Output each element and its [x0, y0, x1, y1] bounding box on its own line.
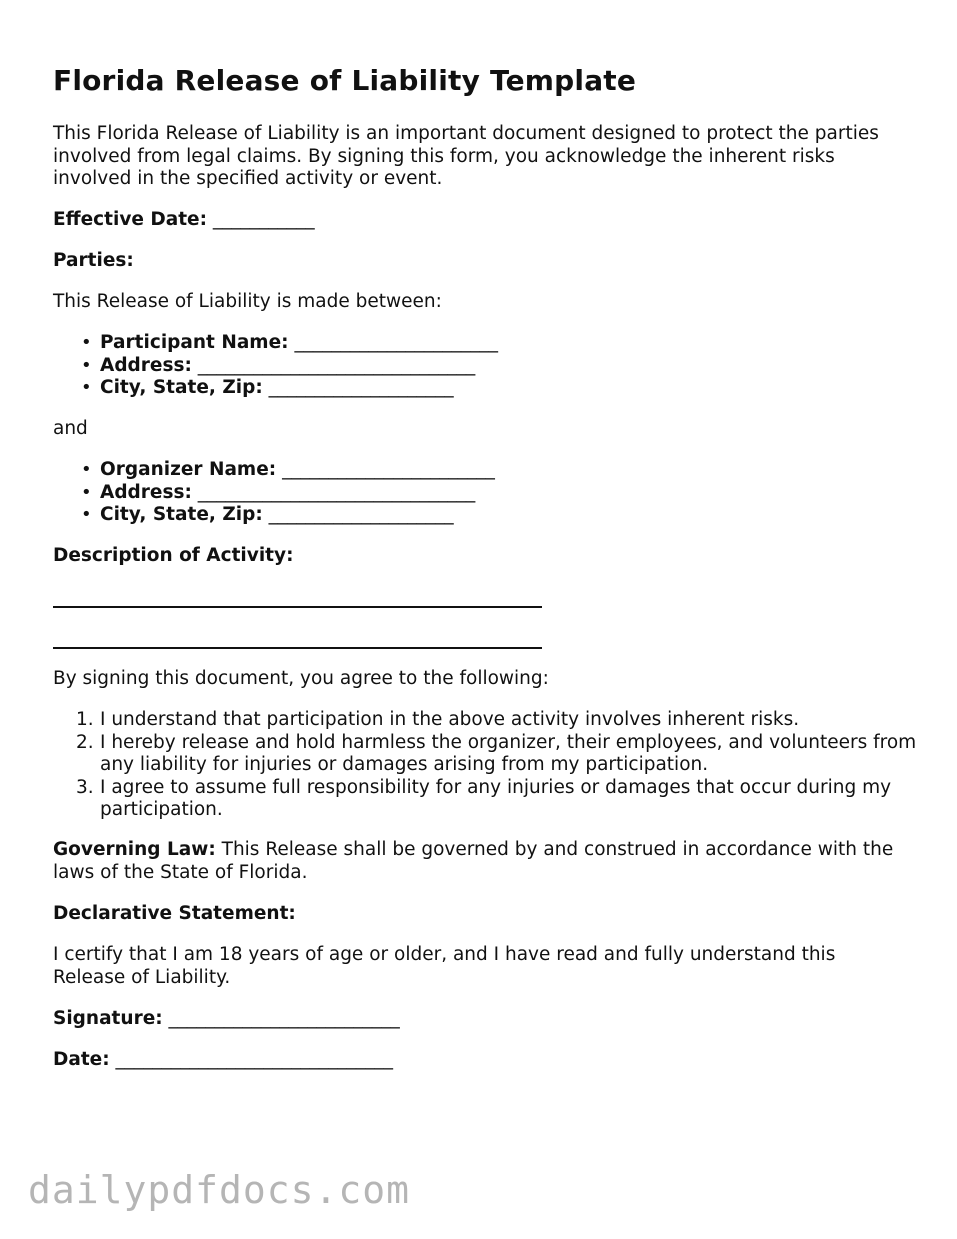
date-line	[53, 1049, 393, 1072]
participant-name-label: Participant Name:	[100, 332, 289, 353]
effective-date-label: Effective Date:	[53, 209, 207, 230]
agreement-text: I hereby release and hold harmless the organizer, their employees, and volunteers from any liability for injuries or damages arising from my participation.	[100, 731, 917, 775]
effective-date-line	[53, 209, 315, 232]
parties-heading: Parties:	[53, 250, 134, 271]
bullet-icon: •	[81, 481, 92, 503]
signature-blank: _________________________	[168, 1008, 400, 1029]
agreement-item-2	[76, 731, 920, 777]
agreement-number: 3.	[76, 776, 94, 798]
description-heading: Description of Activity:	[53, 545, 294, 566]
participant-city-label: City, State, Zip:	[100, 377, 263, 398]
signature-label: Signature:	[53, 1008, 163, 1029]
participant-city-item	[81, 377, 454, 400]
organizer-address-blank: ______________________________	[197, 481, 476, 503]
document-title: Florida Release of Liability Template	[53, 64, 637, 97]
and-text: and	[53, 418, 88, 439]
bullet-icon: •	[81, 459, 92, 480]
date-label: Date:	[53, 1049, 110, 1070]
signature-line	[53, 1008, 400, 1031]
description-line-2	[53, 647, 542, 649]
bullet-icon: •	[81, 332, 92, 353]
date-blank: ______________________________	[115, 1049, 394, 1070]
participant-city-blank: ____________________	[268, 377, 454, 398]
organizer-name-item	[81, 459, 495, 482]
agreement-text: I understand that participation in the above activity involves inherent risks.	[100, 709, 800, 730]
made-between-text: This Release of Liability is made between:	[53, 291, 442, 312]
bullet-icon: •	[81, 377, 92, 398]
participant-name-blank: ______________________	[294, 332, 498, 353]
agreement-item-3	[76, 776, 920, 822]
governing-law-paragraph	[53, 839, 913, 884]
effective-date-blank: ___________	[212, 209, 315, 230]
bullet-icon: •	[81, 354, 92, 376]
participant-address-item	[81, 354, 476, 378]
agreement-number: 2.	[76, 731, 94, 753]
organizer-city-label: City, State, Zip:	[100, 504, 263, 525]
organizer-city-blank: ____________________	[268, 504, 454, 525]
organizer-name-blank: _______________________	[282, 459, 495, 480]
participant-address-blank: ______________________________	[197, 354, 476, 376]
bullet-icon: •	[81, 504, 92, 525]
participant-address-label: Address:	[100, 354, 192, 376]
organizer-address-item	[81, 481, 476, 505]
declarative-heading: Declarative Statement:	[53, 903, 296, 924]
governing-law-label: Governing Law:	[53, 839, 216, 860]
intro-paragraph: This Florida Release of Liability is an important document designed to protect the parties involved from legal claims. By signing this form, you acknowledge the inherent risks involved in the specified activity or event.	[53, 123, 879, 189]
organizer-city-item	[81, 504, 454, 527]
participant-name-item	[81, 332, 498, 355]
description-line-1	[53, 606, 542, 608]
organizer-address-label: Address:	[100, 481, 192, 503]
governing-law-text: This Release shall be governed by and construed in accordance with the laws of the State of Florida.	[53, 839, 894, 883]
agreement-number: 1.	[76, 709, 94, 730]
agree-intro: By signing this document, you agree to the following:	[53, 668, 549, 689]
declarative-text: I certify that I am 18 years of age or older, and I have read and fully understand this Release of Liability.	[53, 944, 836, 988]
organizer-name-label: Organizer Name:	[100, 459, 277, 480]
agreement-text: I agree to assume full responsibility for any injuries or damages that occur during my participation.	[100, 776, 892, 820]
watermark: dailypdfdocs.com	[28, 1168, 411, 1212]
agreement-item-1	[76, 709, 920, 732]
